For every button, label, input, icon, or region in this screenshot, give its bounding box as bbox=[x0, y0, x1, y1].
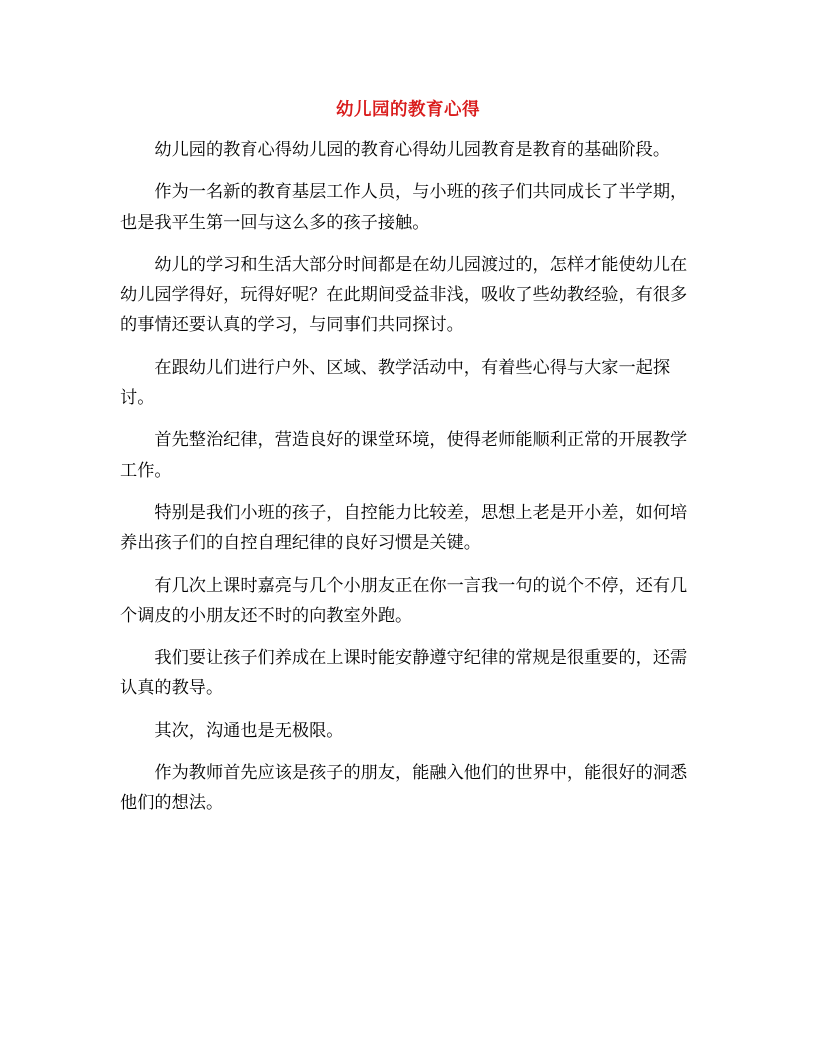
paragraph: 作为教师首先应该是孩子的朋友，能融入他们的世界中，能很好的洞悉他们的想法。 bbox=[120, 763, 688, 814]
paragraph: 首先整治纪律，营造良好的课堂环境，使得老师能顺利正常的开展教学工作。 bbox=[120, 430, 688, 481]
document-title: 幼儿园的教育心得 bbox=[336, 100, 480, 120]
paragraph: 我们要让孩子们养成在上课时能安静遵守纪律的常规是很重要的，还需认真的教导。 bbox=[120, 648, 688, 699]
paragraph: 在跟幼儿们进行户外、区域、教学活动中，有着些心得与大家一起探讨。 bbox=[120, 357, 671, 408]
paragraph: 有几次上课时嘉亮与几个小朋友正在你一言我一句的说个不停，还有几个调皮的小朋友还不时的向教室外跑。 bbox=[120, 575, 688, 626]
document-body bbox=[120, 135, 696, 819]
document-page bbox=[120, 96, 696, 819]
paragraph: 幼儿的学习和生活大部分时间都是在幼儿园渡过的，怎样才能使幼儿在幼儿园学得好，玩得好呢？在此期间受益非浅，吸收了些幼教经验，有很多的事情还要认真的学习，与同事们共同探讨。 bbox=[120, 254, 688, 336]
paragraph: 作为一名新的教育基层工作人员，与小班的孩子们共同成长了半学期，也是我平生第一回与这么多的孩子接触。 bbox=[120, 182, 688, 233]
paragraph: 特别是我们小班的孩子，自控能力比较差，思想上老是开小差，如何培养出孩子们的自控自理纪律的良好习惯是关键。 bbox=[120, 502, 688, 554]
paragraph: 其次，沟通也是无极限。 bbox=[154, 720, 344, 741]
paragraph: 幼儿园的教育心得幼儿园的教育心得幼儿园教育是教育的基础阶段。 bbox=[154, 140, 671, 160]
